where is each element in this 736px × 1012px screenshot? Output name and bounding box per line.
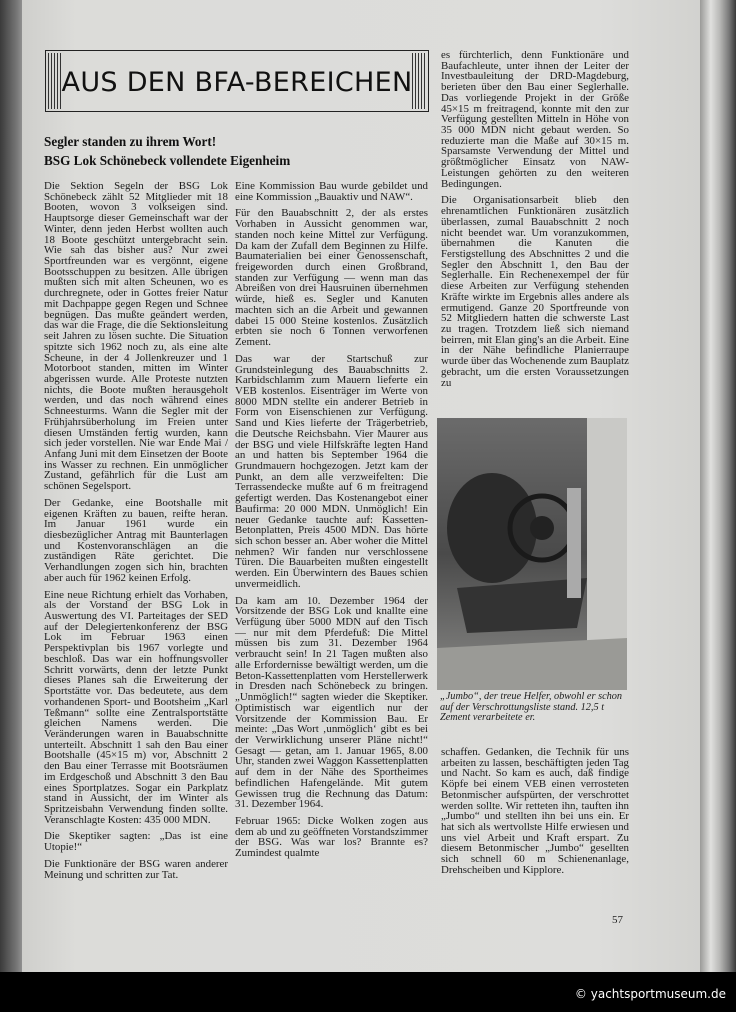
paragraph: Da kam am 10. Dezember 1964 der Vorsitzende der BSG Lok und knallte eine Verfügung über 5000 MDN auf den Tisch — nur mit dem Pferdefuß: Die Mittel müssen bis zum 31. Dezember 1964 verbraucht sein! In 21 Tagen mußten also alle Erfordernisse bewältigt werden, um die Beton-Kassettenplatten vom Herstellerwerk in Dresden nach Schönebeck zu bringen. „Unmöglich!“ sagten wieder die Skeptiker. Optimistisch war eigentlich nur der Vorsitzende der Kommission Bau. Er meinte: „Das Wort ‚unmöglich‘ gibt es bei der Verwirklichung unserer Pläne nicht!“ Gesagt — getan, am 1. Januar 1965, 8.00 Uhr, standen zwei Waggon Kassettenplatten auf dem in der Nähe des Sportheimes befindlichen Hafengelände. Mit gutem Gewissen trug die Rechnung das Datum: 31. Dezember 1964. — [235, 594, 428, 811]
article-column-3-continued — [441, 747, 629, 882]
banner-stripes-left — [48, 53, 62, 109]
paragraph: Für den Bauabschnitt 2, der als erstes Vorhaben in Aussicht genommen war, standen noch keine Mittel zur Verfügung. Da kam der Zufall dem Beginnen zu Hilfe. Baumaterialien bei einer Genossenschaft, freigeworden durch einen Großbrand, standen zur Verfügung — wenn man das Abreißen von drei Hausruinen übernehmen würde, hieß es. Segler und Kanuten machten sich an die Arbeit und gewannen dabei 15 000 Steine kostenlos. Zusätzlich erbten sie noch 6 Tonnen verworfenen Zement. — [235, 207, 428, 349]
paragraph: Der Gedanke, eine Bootshalle mit eigenen Kräften zu bauen, reifte heran. Im Januar 1961 wurde ein diesbezüglicher Antrag mit Baunterlagen und Kostenvoranschlägen an die zuständigen Räte gerichtet. Die Verhandlungen zogen sich hin, brachten aber auch für 1962 keinen Erfolg. — [44, 496, 228, 584]
scan-left-edge — [0, 0, 24, 972]
article-subheadline: BSG Lok Schönebeck vollendete Eigenheim — [44, 153, 291, 168]
paragraph: Die Skeptiker sagten: „Das ist eine Utopie!“ — [44, 830, 228, 854]
section-banner — [45, 50, 429, 112]
article-headline: Segler standen zu ihrem Wort! — [44, 134, 217, 149]
paragraph: Eine neue Richtung erhielt das Vorhaben, als der Vorstand der BSG Lok in Auswertung des VI. Parteitages der SED auf der Delegiertenkonferenz der BSG Lok im Februar 1963 einen Perspektivplan bis 1967 vorlegte und beschloß. Das war ein hoffnungsvoller Schritt vorwärts, denn der letzte Punkt dieses Planes sah die Erweiterung der Sportstätte vor. Das bedeutete, aus dem vorhandenen Sport- und Bootsheim „Karl Teßmann“ sollte eine Zentralsportstätte gleichen Namens werden. Die Veränderungen waren in Bauabschnitte unterteilt. Abschnitt 1 sah den Bau einer Bootshalle (45×15 m) vor, Abschnitt 2 den Bau einer Terrasse mit Bootsräumen im Erdgeschoß und Abschnitt 3 den Bau eines Sportplatzes. Sogar ein Parkplatz stand in Aussicht, der im Winter als Spritzeisbahn Verwendung finden sollte. Veranschlagte Kosten: 435 000 MDN. — [44, 588, 228, 826]
photo-image — [437, 418, 627, 690]
article-column-3 — [441, 50, 629, 394]
concrete-mixer-photo — [437, 418, 627, 690]
book-binding — [700, 0, 736, 972]
page-number: 57 — [612, 914, 623, 926]
paragraph: Eine Kommission Bau wurde gebildet und eine Kommission „Bauaktiv und NAW“. — [235, 180, 428, 203]
paragraph: Die Sektion Segeln der BSG Lok Schönebeck zählt 52 Mitglieder mit 18 Booten, wovon 3 volkseigen sind. Hauptsorge dieser Gemeinschaft war der Winter, denn jeden Herbst wollten auch 18 Boote geschützt untergebracht sein. Wie sah das bisher aus? Nur zwei Sportfreunden war es vergönnt, eigene Bootsschuppen zu besitzen. Alle übrigen mußten sich mit alten Scheunen, wo es durchregnete, oder in Gottes freier Natur mit Dachpappe gegen Regen und Schnee begnügen. Das mußte geändert werden, das war die Frage, die die Sektionsleitung seit Jahren zu lösen suchte. Die Situation spitzte sich 1962 noch zu, als eine alte Scheune, in der 4 Jollenkreuzer und 1 Motorboot standen, mitten im Winter abgerissen wurde. Alle Proteste nutzten nichts, die Boote mußten herausgeholt werden, und das noch während eines Schneesturms. Wann die Segler mit der Frühjahrsüberholung im Freien unter diesen Umständen fertig wurden, kann sich jeder vorstellen. Nie war Ende Mai / Anfang Juni mit dem Einsetzen der Boote ins Wasser zu rechnen. Ein unmöglicher Zustand, gefährlich für die Lust am schönen Segelsport. — [44, 180, 228, 493]
paragraph: Februar 1965: Dicke Wolken zogen aus dem ab und zu geöffneten Vorstandszimmer der BSG. Was war los? Brannte es? Zumindest qualmte — [235, 814, 428, 860]
paragraph: es fürchterlich, denn Funktionäre und Baufachleute, unter ihnen der Leiter der Investbauleitung der DRD-Magdeburg, berieten über den Bau einer Seglerhalle. Das vorliegende Projekt in der Größe 45×15 m freitragend, konnte mit den zur Verfügung gestellten Mitteln in Höhe von 35 000 MDN nicht gebaut werden. So reduzierte man die Maße auf 30×15 m. Sparsamste Verwendung der Mittel und größtmöglicher Einsatz von NAW-Leistungen gehörten zu den weiteren Bedingungen. — [441, 49, 629, 190]
copyright-watermark: © yachtsportmuseum.de — [574, 987, 726, 1001]
paragraph: Die Organisationsarbeit blieb den ehrenamtlichen Funktionären zusätzlich überlassen, zumal Bauabschnitt 2 noch nicht beendet war. Um voranzukommen, übernahmen die Kanuten die Ferstigstellung des Abschnittes 2 und die Segler den Abschnitt 1, den Bau der Seglerhalle. Ein Rechenexempel der für diese Arbeiten zur Verfügung stehenden Kräfte wirkte im Ergebnis alles andere als ermutigend. Ganze 20 Sportfreunde von 52 Mitgliedern hatten die schwerste Last zu tragen. Trotzdem ließ sich niemand beirren, mit Elan ging's an die Arbeit. Eine in der Nähe befindliche Planierraupe wurde über das Wochenende zum Bauplatz gebracht, um die ersten Voraussetzungen zu — [441, 194, 629, 389]
paragraph: Das war der Startschuß zur Grundsteinlegung des Bauabschnitts 2. Karbidschlamm zum Mauern lieferte ein VEB kostenlos. Eisenträger im Werte von 8000 MDN stellte ein anderer Betrieb in Form von Eisenschienen zur Verfügung. Sand und Kies lieferte der Trägerbetrieb, die Deutsche Reichsbahn. Vier Maurer aus der BSG und viele Hilfskräfte legten Hand an und hatten bis September 1964 die Grundmauern hochgezogen. Jetzt kam der Punkt, an dem alle verzweifelten: Die Terrassendecke mußte auf 6 m freitragend gefertigt werden. Das Kostenangebot einer Baufirma: 20 000 MDN. Unmöglich! Ein neuer Gedanke tauchte auf: Kassetten-Betonplatten, Preis 4500 MDN. Das hörte sich schon besser an. Aber woher die Mittel nehmen? Wir fanden nur verschlossene Türen. Die Bauarbeiten mußten eingestellt werden. Ein Überwintern des Baues schien unvermeidlich. — [235, 352, 428, 590]
article-column-2 — [235, 181, 428, 865]
banner-stripes-right — [412, 53, 426, 109]
section-title: AUS DEN BFA-BEREICHEN — [61, 66, 413, 98]
article-column-1 — [44, 181, 228, 886]
photo-caption: „Jumbo“, der treue Helfer, obwohl er schon auf der Verschrottungsliste stand. 12,5 t Zement verarbeitete er. — [440, 691, 623, 724]
paragraph: schaffen. Gedanken, die Technik für uns arbeiten zu lassen, beschäftigten jeden Tag und Nacht. So kam es auch, daß findige Köpfe bei einem VEB einen verrosteten Betonmischer aufspürten, der verschrottet werden sollte. Wir retteten ihn, tauften ihn „Jumbo“ und stellten ihn bei uns ein. Er hat sich als wertvollste Hilfe erwiesen und uns viel Arbeit und Kraft erspart. Zu diesem Betonmischer „Jumbo“ gesellten sich schnell 60 m Schienenanlage, Drehscheiben und Kipplore. — [441, 746, 629, 876]
paragraph: Die Funktionäre der BSG waren anderer Meinung und schritten zur Tat. — [44, 857, 228, 881]
